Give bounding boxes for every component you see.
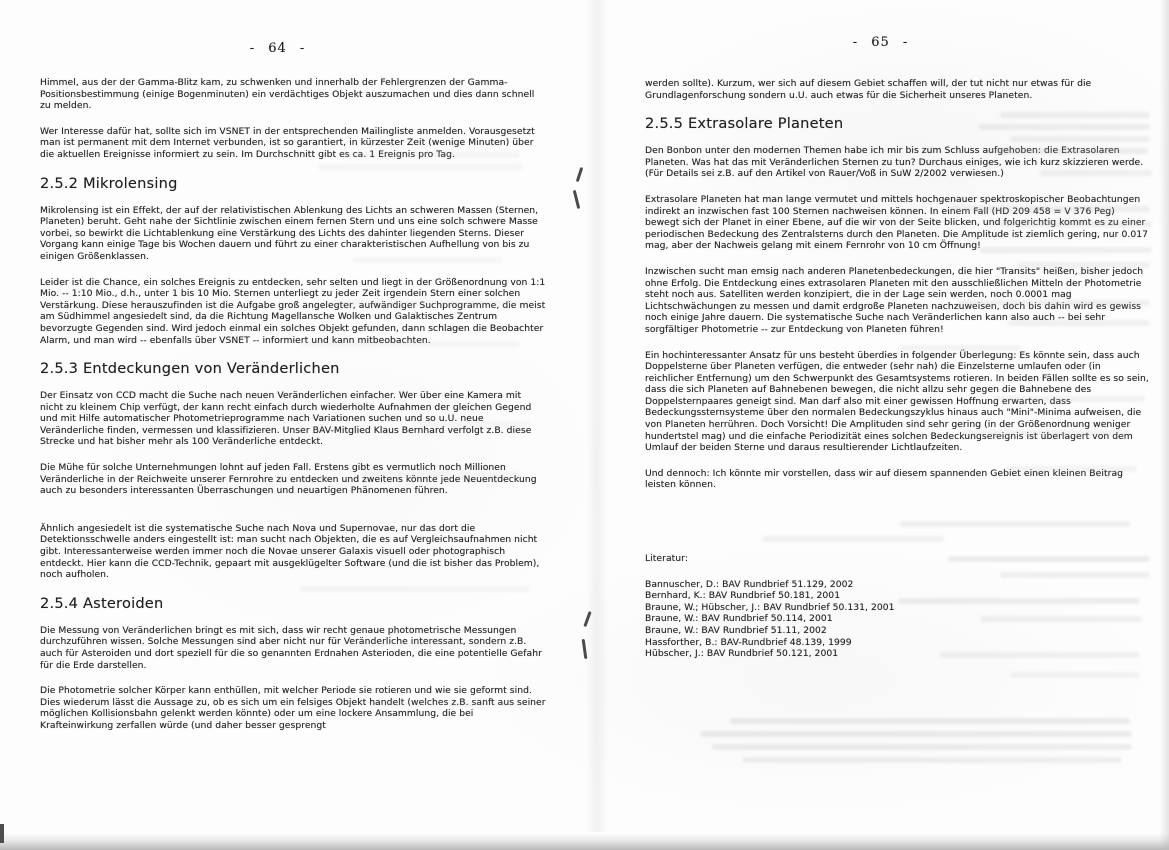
page-64-body [40, 77, 547, 732]
paragraph: Leider ist die Chance, ein solches Ereignis zu entdecken, sehr selten und liegt in der Größenordnung von 1:1 Mio. -- 1:10 Mio., d.h., unter 1 bis 10 Mio. Sternen unterliegt zu jeder Zeit irgendein Stern einer solchen Verstärkung. Diese herauszufinden ist die Aufgabe groß angelegter, aufwändiger Suchprogramme, die meist am Südhimmel angesiedelt sind, da die Richtung Magellansche Wolken und Galaktisches Zentrum bevorzugte Gegenden sind. Wird jedoch einmal ein solches Objekt gefunden, dann schlagen die Beobachter Alarm, und man wird -- ebenfalls über VSNET -- informiert und kann mitbeobachten. [40, 276, 546, 346]
bleed-through-artifact [700, 731, 1132, 737]
paragraph: Inzwischen sucht man emsig nach anderen Planetenbedeckungen, die hier "Transits" heißen, bisher jedoch ohne Erfolg. Die Entdeckung eines extrasolaren Planeten mit den ausschließlichen Mitteln der Photometrie steht noch aus. Satelliten werden konzipiert, die in der Lage sein werden, noch 0.0001 mag Lichtschwächungen zu messen und damit erdgroße Planeten nachzuweisen, doch bis dahin wird es gewiss noch einige Jahre dauern. Die systematische Suche nach Veränderlichen kann also auch -- bei sehr sorgfältiger Photometrie -- zur Entdeckung von Planeten führen! [645, 265, 1144, 335]
bleed-through-artifact [730, 718, 1130, 724]
page-64-number: - 64 - [249, 41, 306, 56]
page-65 [645, 0, 1152, 660]
reference-item: Hübscher, J.: BAV Rundbrief 50.121, 2001 [645, 648, 839, 660]
page-64 [40, 0, 547, 746]
ink-mark-3 [583, 611, 591, 627]
scan-edge-right [1159, 0, 1169, 850]
paragraph: Die Photometrie solcher Körper kann enthüllen, mit welcher Periode sie rotieren und wie sie geformt sind. Dies wiederum lässt die Aussage zu, ob es sich um ein felsiges Objekt handelt (welches z.B. sanft aus seiner möglichen Kollisionsbahn gelenkt werden könnte) oder um eine lockere Ansammlung, die bei Krafteinwirkung zerfallen würde (und daher besser gesprengt [40, 685, 546, 731]
reference-item: Braune, W.: BAV Rundbrief 50.114, 2001 [645, 613, 833, 625]
ink-mark-1 [576, 167, 583, 182]
paragraph: werden sollte). Kurzum, wer sich auf diesem Gebiet schaffen will, der tut nicht nur etwas für die Grundlagenforschung sondern u.U. auch etwas für die Sicherheit unseres Planeten. [645, 78, 1092, 101]
ink-mark-2 [573, 190, 580, 209]
page-65-body [645, 78, 1152, 660]
page-65-number: - 65 - [852, 35, 909, 50]
paragraph: Himmel, aus der der Gamma-Blitz kam, zu schwenken und innerhalb der Fehlergrenzen der Gamma-Positionsbestimmung (einige Bogenminuten) ein verdächtiges Objekt auszumachen und dies dann schnell zu melden. [40, 77, 535, 112]
paragraph: Ähnlich angesiedelt ist die systematische Suche nach Nova und Supernovae, nur das dort die Detektionsschwelle anders eingestellt ist: man sucht nach Objekten, die es auf Vergleichsaufnahmen nicht gibt. Interessanterweise werden immer noch die Novae unserer Galaxis visuell oder photographisch entdeckt. Hier kann die CCD-Technik, gepaart mit ausgeklügelter Software (und die ist bisher das Problem), noch aufholen. [40, 522, 540, 581]
ink-mark-4 [582, 639, 587, 659]
bleed-through-artifact [712, 744, 1132, 750]
scan-edge-bottom [0, 833, 1169, 850]
paragraph: Die Messung von Veränderlichen bringt es mit sich, dass wir recht genaue photometrische Messungen durchzuführen wissen. Solche Messungen sind aber nicht nur für Veränderliche interessant, sondern z.B. auch für Asteroiden und dort speziell für die so genannten Erdnahen Asterioden, die eine potentielle Gefahr für die Erde darstellen. [40, 624, 542, 671]
reference-item: Bernhard, K.: BAV Rundbrief 50.181, 2001 [645, 590, 841, 602]
scan-edge-mark [0, 824, 4, 843]
bleed-through-artifact [1010, 672, 1140, 678]
section-heading: 2.5.3 Entdeckungen von Veränderlichen [40, 360, 340, 378]
bleed-through-artifact [742, 757, 1122, 763]
paragraph: Der Einsatz von CCD macht die Suche nach neuen Veränderlichen einfacher. Wer über eine Kamera mit nicht zu kleinem Chip verfügt, der kann recht einfach durch wiederholte Aufnahmen der gleichen Gegend und mit Hilfe automatischer Photometrieprogramme nach Variationen suchen und so u.U. neue Veränderliche finden, vermessen und klassifizieren. Unser BAV-Mitglied Klaus Bernhard verfolgt z.B. diese Strecke und hat bisher mehr als 100 Veränderliche entdeckt. [40, 390, 532, 448]
page-gutter-shade [586, 0, 608, 832]
reference-item: Bannuscher, D.: BAV Rundbrief 51.129, 2002 [645, 578, 854, 590]
paragraph: Literatur: [645, 553, 688, 565]
paragraph: Den Bonbon unter den modernen Themen habe ich mir bis zum Schluss aufgehoben: die Extrasolaren Planeten. Was hat das mit Veränderlichen Sternen zu tun? Durchaus einiges, wie ich kurz skizzieren werde. (Für Details sei z.B. auf den Artikel von Rauer/Voß in SuW 2/2002 verwiesen.) [645, 145, 1144, 180]
section-heading: 2.5.5 Extrasolare Planeten [645, 115, 844, 133]
reference-list [645, 579, 1152, 660]
paragraph: Mikrolensing ist ein Effekt, der auf der relativistischen Ablenkung des Lichts an schweren Massen (Sternen, Planeten) beruht. Geht nahe der Sichtlinie zwischen einem fernen Stern und uns eine solch schwere Masse vorbei, so bewirkt die Lichtablenkung eine Verstärkung des Lichts des dahinter liegenden Sterns. Dieser Vorgang kann einige Tage bis Wochen dauern und führt zu einer charakteristischen Aufhellung von bis zu einigen Größenklassen. [40, 204, 539, 262]
paragraph: Wer Interesse dafür hat, sollte sich im VSNET in der entsprechenden Mailingliste anmelden. Vorausgesetzt man ist permanent mit dem Internet verbunden, ist so garantiert, in kürzester Zeit (wenige Minuten) über die aktuellen Ereignisse informiert zu sein. Im Durchschnitt gibt es ca. 1 Ereignis pro Tag. [40, 125, 535, 160]
paragraph: Ein hochinteressanter Ansatz für uns besteht überdies in folgender Überlegung: Es könnte sein, dass auch Doppelsterne über Planeten verfügen, die entweder (sehr nah) die Einzelsterne umlaufen oder (in reichlicher Entfernung) um den Schwerpunkt des Gesamtsystems rotieren. In beiden Fällen sollte es so sein, dass die sich Planeten auf Bahnebenen bewegen, die nicht allzu sehr gegen die Bahnebene des Doppelsternpaares geneigt sind. Man darf also mit einer gewissen Hoffnung erwarten, dass Bedeckungssternsysteme über den normalen Bedeckungszyklus hinaus auch "Mini"-Minima aufweisen, die von Planeten herrühren. Doch Vorsicht! Die Amplituden sind sehr gering (in der Größenordnung weniger hundertstel mag) und die einfache Periodizität eines solchen Bedeckungsereignis ist überlagert von dem Umlauf der beiden Sterne und daraus resultierender Lichtlaufzeiten. [645, 349, 1149, 454]
section-heading: 2.5.4 Asteroiden [40, 594, 164, 612]
reference-item: Braune, W.: BAV Rundbrief 51.11, 2002 [645, 625, 827, 636]
section-heading: 2.5.2 Mikrolensing [40, 174, 178, 192]
paragraph: Extrasolare Planeten hat man lange vermutet und mittels hochgenauer spektroskopischer Beobachtungen indirekt an inzwischen fast 100 Sternen nachweisen können. In einem Fall (HD 209 458 = V 376 Peg) bewegt sich der Planet in einer Ebene, auf die wir von der Seite blicken, und folgerichtig kommt es zu einer periodischen Bedeckung des Zentralsterns durch den Planeten. Die Amplitude ist ziemlich gering, nur 0.017 mag, aber der Nachweis gelang mit einem Fernrohr von 10 cm Öffnung! [645, 193, 1149, 252]
paragraph: Die Mühe für solche Unternehmungen lohnt auf jeden Fall. Erstens gibt es vermutlich noch Millionen Veränderliche in der Reichweite unserer Fernrohre zu entdecken und zweitens könnte jede Neuentdeckung auch zu besonders interessanten Überraschungen und neuartigen Phänomenen führen. [40, 462, 537, 497]
reference-item: Hassforther, B.: BAV-Rundbrief 48.139, 1999 [645, 636, 852, 648]
paragraph: Und dennoch: Ich könnte mir vorstellen, dass wir auf diesem spannenden Gebiet einen kleinen Beitrag leisten können. [645, 467, 1124, 491]
reference-item: Braune, W.; Hübscher, J.: BAV Rundbrief 50.131, 2001 [645, 601, 895, 613]
